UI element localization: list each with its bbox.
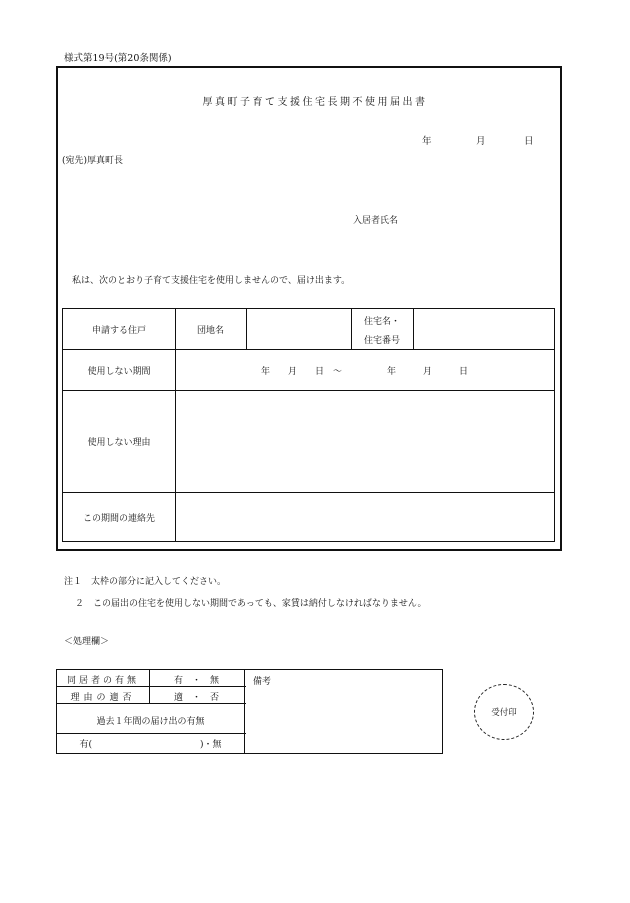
row-divider (57, 733, 246, 734)
form-reference: 様式第19号(第20条関係) (64, 53, 172, 64)
receipt-stamp (474, 684, 534, 740)
date-year-label: 年 (422, 136, 432, 147)
receipt-stamp-label: 受付印 (491, 708, 517, 718)
processing-table (56, 669, 443, 754)
column-divider (244, 670, 245, 753)
application-table (62, 308, 555, 542)
past-year-value: 有( )・無 (79, 740, 222, 750)
past-year-label: 過去１年間の届け出の有無 (96, 717, 205, 727)
reason-propriety-label: 理由の適否 (70, 693, 136, 703)
unused-period-dates: 年 月 日 ～ 年 月 日 (260, 367, 468, 377)
house-name-label: 住宅名・ (363, 317, 400, 327)
row-divider (57, 686, 246, 687)
remarks-label: 備考 (253, 677, 272, 687)
column-divider (175, 309, 176, 541)
declaration-text: 私は、次のとおり子育て支援住宅を使用しませんので、届け出ます。 (72, 276, 351, 286)
date-day-label: 日 (524, 136, 534, 147)
cohabitant-label: 同居者の有無 (66, 676, 139, 686)
contact-label: この期間の連絡先 (82, 514, 155, 524)
row-divider (63, 390, 554, 391)
row-divider (63, 492, 554, 493)
row-divider (57, 703, 246, 704)
complex-name-label: 団地名 (196, 326, 224, 336)
addressee: (宛先)厚真町長 (62, 156, 124, 166)
house-number-label: 住宅番号 (363, 336, 400, 346)
note-1: 注１ 太枠の部分に記入してください。 (64, 577, 227, 587)
date-month-label: 月 (476, 136, 486, 147)
unused-reason-label: 使用しない理由 (87, 438, 151, 448)
cohabitant-value: 有 ・ 無 (173, 676, 219, 686)
processing-section-label: ＜処理欄＞ (64, 637, 110, 647)
applied-unit-label: 申請する住戸 (91, 326, 146, 336)
column-divider (246, 309, 247, 349)
note-2: ２ この届出の住宅を使用しない期間であっても、家賃は納付しなければなりません。 (75, 599, 427, 609)
unused-period-label: 使用しない期間 (87, 367, 151, 377)
reason-propriety-value: 適 ・ 否 (173, 693, 219, 703)
form-title: 厚真町子育て支援住宅長期不使用届出書 (202, 97, 428, 108)
row-divider (63, 349, 554, 350)
resident-name-label: 入居者氏名 (353, 216, 399, 226)
column-divider (413, 309, 414, 349)
